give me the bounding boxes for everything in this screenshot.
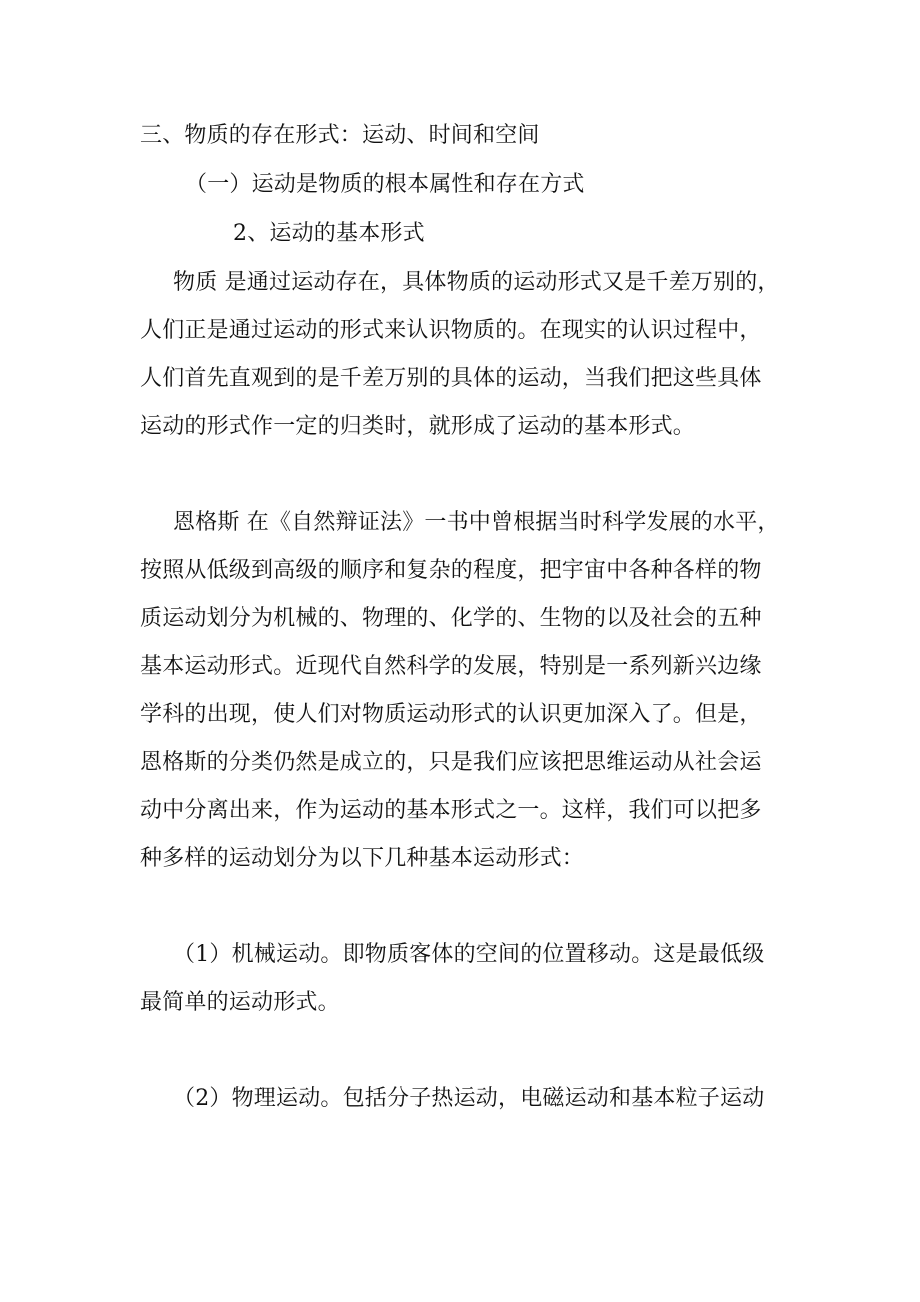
paragraph-line: 人们正是通过运动的形式来认识物质的。在现实的认识过程中， xyxy=(140,318,762,343)
paragraph-line: 恩格斯的分类仍然是成立的，只是我们应该把思维运动从社会运 xyxy=(140,750,762,775)
paragraph-line: 运动的形式作一定的归类时，就形成了运动的基本形式。 xyxy=(140,414,696,439)
subsection-heading: （一）运动是物质的根本属性和存在方式 xyxy=(185,172,585,197)
paragraph-line: 基本运动形式。近现代自然科学的发展，特别是一系列新兴边缘 xyxy=(140,654,762,679)
paragraph-line: 动中分离出来，作为运动的基本形式之一。这样，我们可以把多 xyxy=(140,798,762,823)
paragraph-line: 人们首先直观到的是千差万别的具体的运动，当我们把这些具体 xyxy=(140,366,762,391)
paragraph-line: 学科的出现，使人们对物质运动形式的认识更加深入了。但是， xyxy=(140,702,762,727)
paragraph-line: 质运动划分为机械的、物理的、化学的、生物的以及社会的五种 xyxy=(140,606,762,631)
paragraph-line: 恩格斯 在《自然辩证法》一书中曾根据当时科学发展的水平， xyxy=(173,510,780,535)
paragraph-line: 种多样的运动划分为以下几种基本运动形式： xyxy=(140,846,585,871)
paragraph-line: 最简单的运动形式。 xyxy=(140,990,340,1015)
subsubsection-heading: 2、运动的基本形式 xyxy=(233,221,425,246)
paragraph-line: （1）机械运动。即物质客体的空间的位置移动。这是最低级 xyxy=(173,942,765,967)
paragraph-line: 按照从低级到高级的顺序和复杂的程度，把宇宙中各种各样的物 xyxy=(140,558,762,583)
section-heading: 三、物质的存在形式：运动、时间和空间 xyxy=(140,123,540,148)
paragraph-line: （2）物理运动。包括分子热运动，电磁运动和基本粒子运动 xyxy=(173,1086,765,1111)
paragraph-line: 物质 是通过运动存在，具体物质的运动形式又是千差万别的， xyxy=(173,270,780,295)
